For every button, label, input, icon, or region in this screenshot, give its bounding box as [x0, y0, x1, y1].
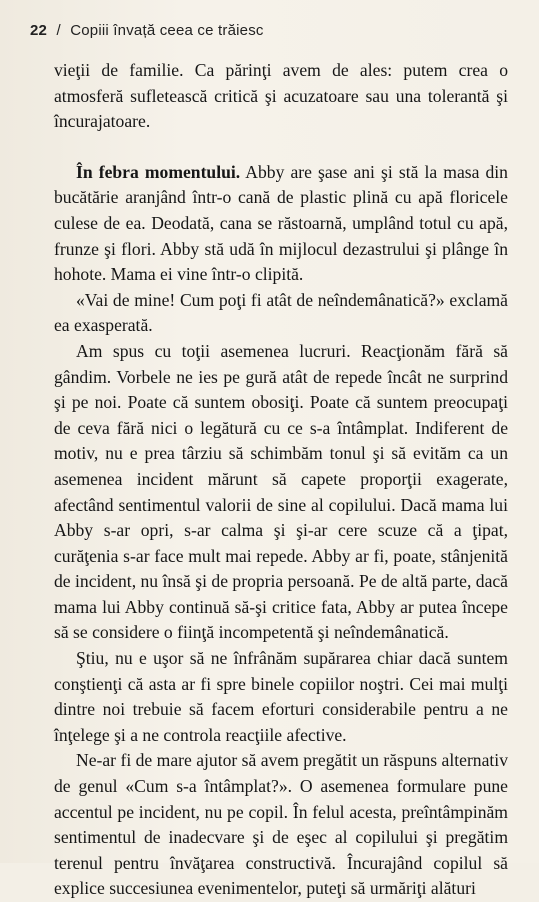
paragraph-with-heading — [54, 160, 508, 288]
paragraph-text: Abby are şase ani şi stă la masa din bucătărie aranjând într-o cană de plastic plină cu apă floricele culese de ea. Deodată, cana se răstoarnă, umplând totul cu apă, frunze şi flori. Abby stă udă în mijlocul dezastrului şi plânge în hohote. Mama ei vine într-o clipită. — [54, 161, 508, 285]
paragraph: vieţii de familie. Ca părinţi avem de ales: putem crea o atmosferă sufletească critică şi acuzatoare sau una tolerantă şi încurajatoare. — [54, 60, 508, 132]
body-text — [54, 58, 508, 902]
paragraph: Ne-ar fi de mare ajutor să avem pregătit un răspuns alternativ de genul «Cum s-a întâmplat?». O asemenea formulare pune accentul pe incident, nu pe copil. În felul acesta, preîntâmpinăm sentimentul de inadecvare şi de eşec al copilului şi pregătim terenul pentru învăţarea constructivă. Încurajând copilul să explice succesiunea evenimentelor, puteţi să urmăriţi alături — [54, 750, 508, 899]
paragraph: Ştiu, nu e uşor să ne înfrânăm supărarea chiar dacă suntem conştienţi că asta ar fi spre binele copiilor noştri. Cei mai mulţi dintre noi trebuie să facem eforturi considerabile pentru a ne înţelege şi a ne controla reacţiile afective. — [54, 648, 508, 745]
section-heading: În febra momentului. — [76, 161, 241, 182]
running-title: Copiii învață ceea ce trăiesc — [70, 22, 264, 39]
paragraph: «Vai de mine! Cum poţi fi atât de neîndemânatică?» exclamă ea exasperată. — [54, 289, 508, 336]
page-number: 22 — [30, 22, 48, 39]
paragraph: Am spus cu toţii asemenea lucruri. Reacţionăm fără să gândim. Vorbele ne ies pe gură atât de repede încât ne surprind şi pe noi. Poate că suntem obosiţi. Poate că suntem preocupaţi de ceva fără nici o legătură cu ce s-a întâmplat. Indiferent de motiv, nu e prea târziu să schimbăm tonul şi să evităm ca un asemenea incident mărunt să capete proporţii exagerate, afectând sentimentul valorii de sine al copilului. Dacă mama lui Abby s-ar opri, s-ar calma şi şi-ar cere scuze că a ţipat, curăţenia s-ar face mult mai repede. Abby ar fi, poate, stânjenită de incident, nu însă şi de propria persoană. Pe de altă parte, dacă mama lui Abby continuă să-şi critice fata, Abby ar putea începe să se considere o fiinţă incompetentă şi neîndemânatică. — [54, 340, 508, 643]
header-separator: / — [56, 22, 61, 39]
running-header — [30, 22, 264, 39]
